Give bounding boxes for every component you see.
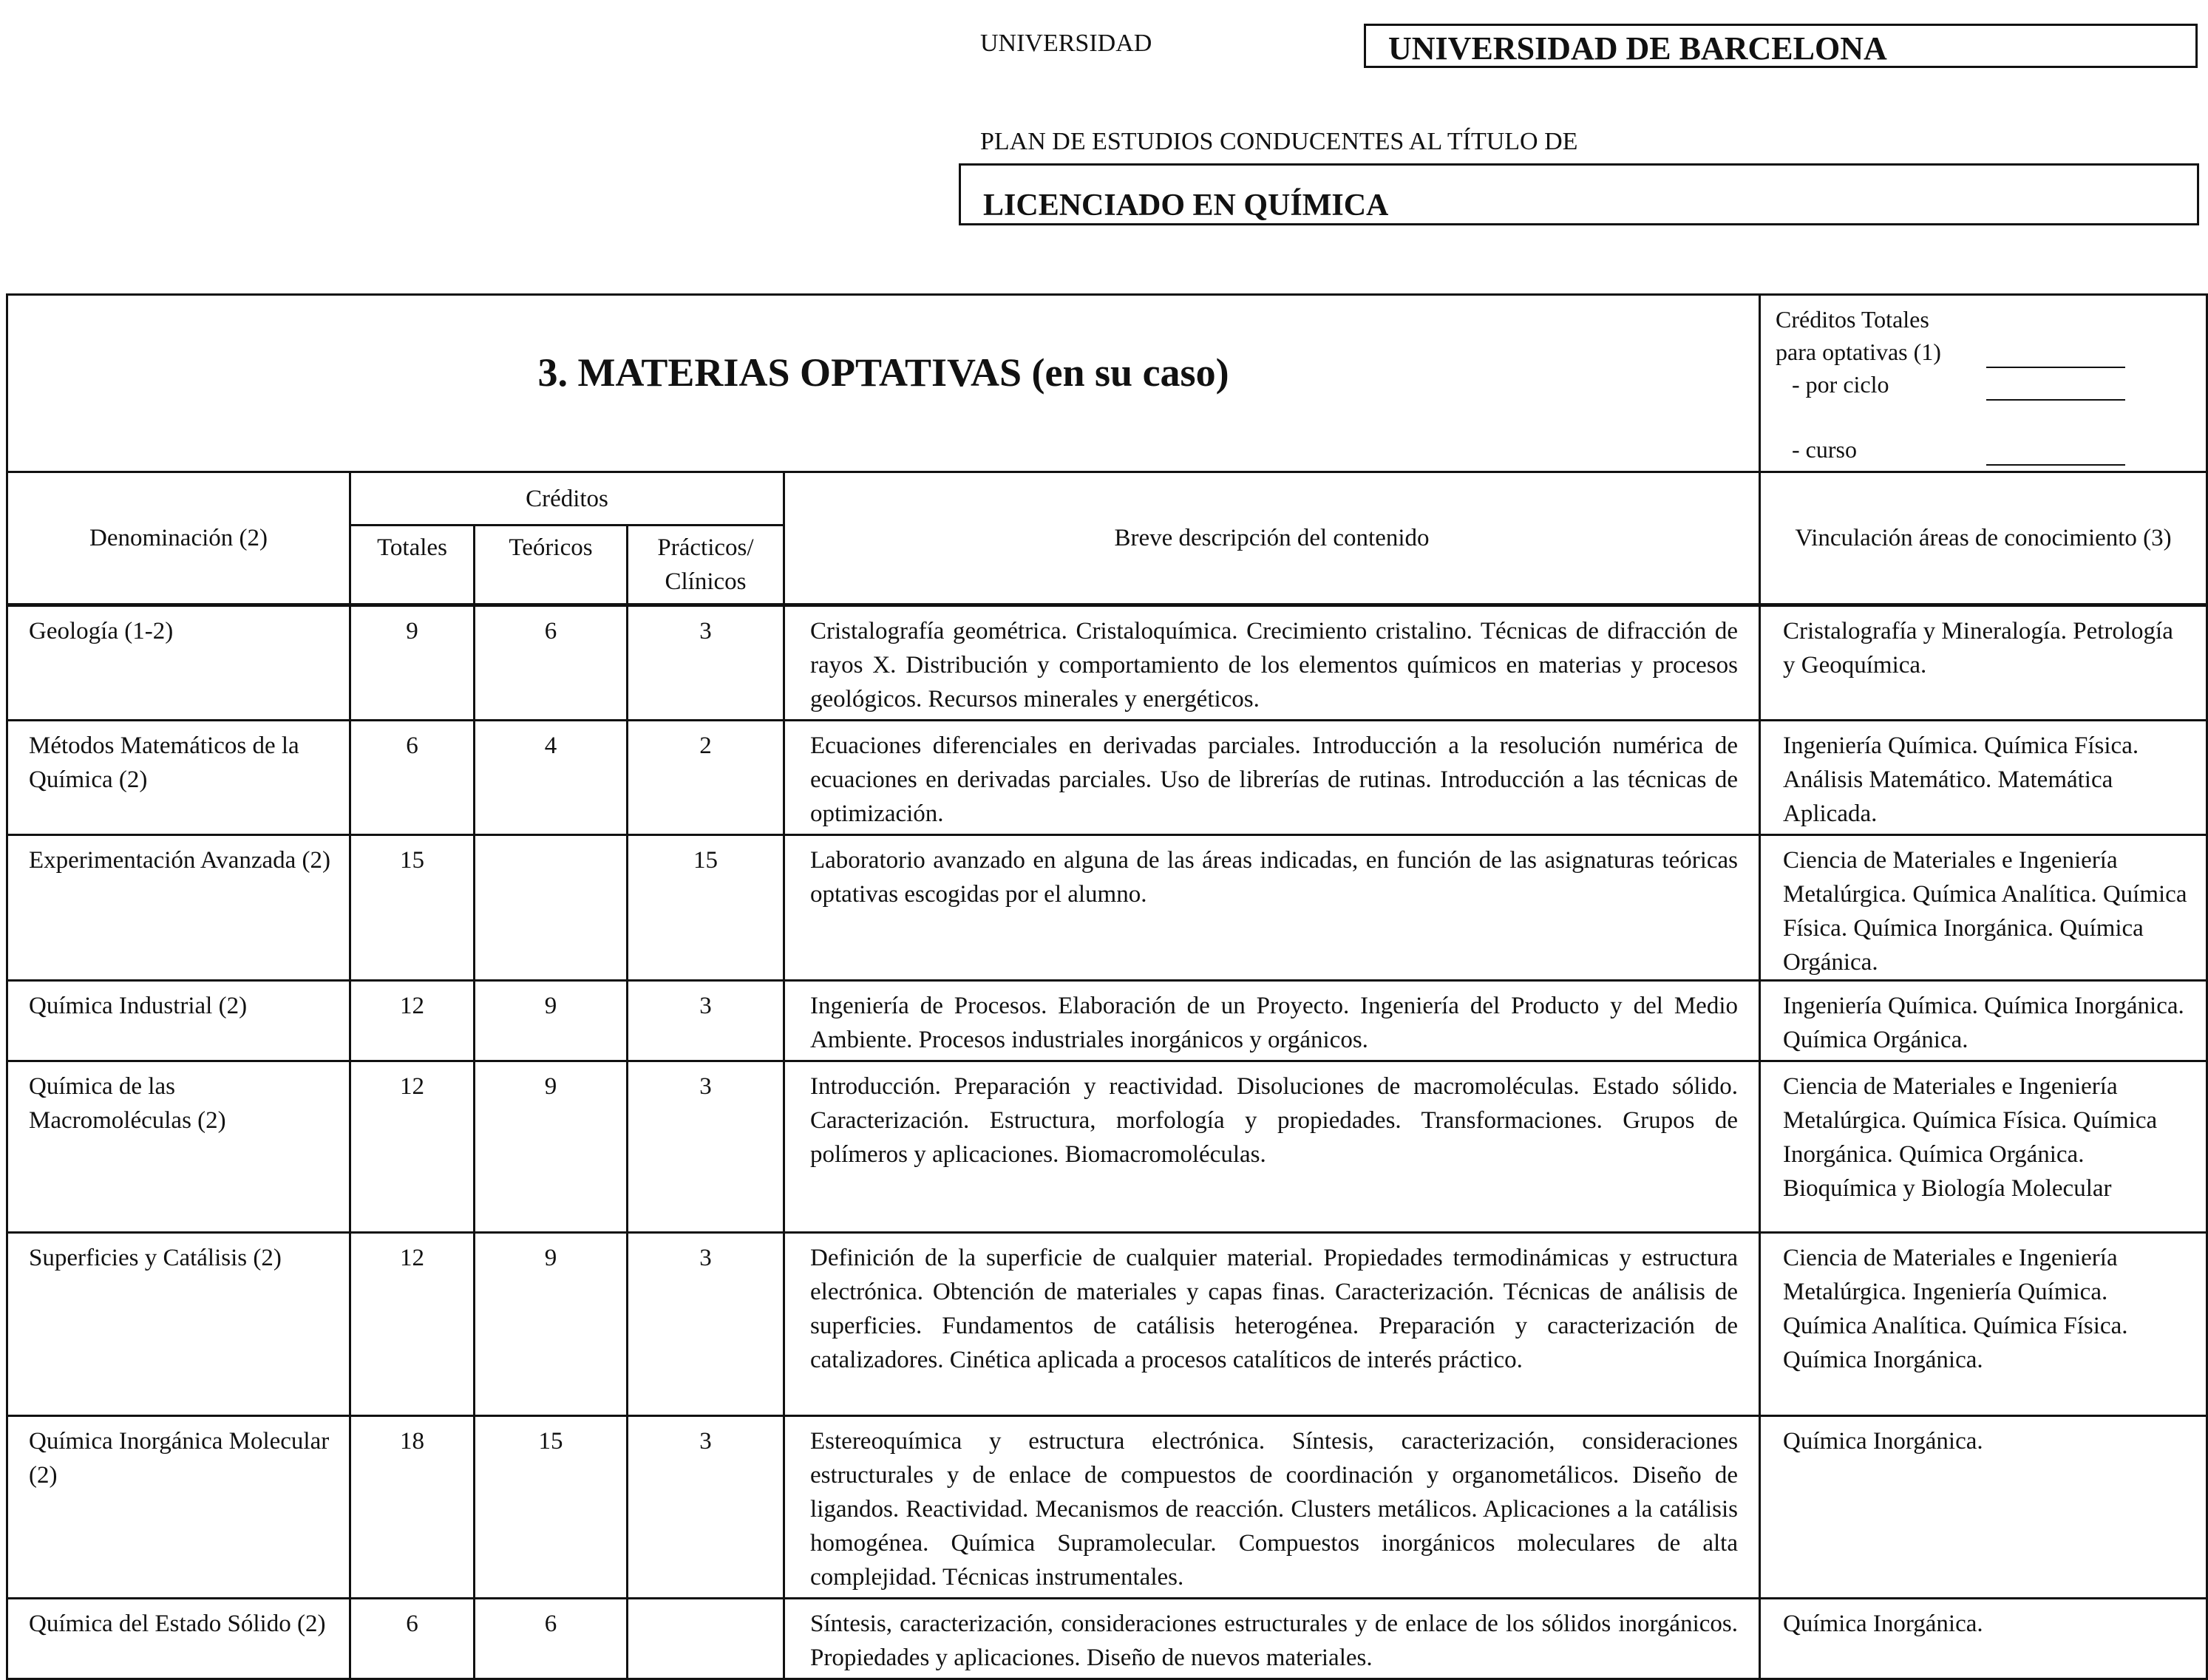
creditos-optativas-label: para optativas (1) — [1776, 339, 1941, 365]
row-descripcion: Ecuaciones diferenciales en derivadas parciales. Introducción a la resolución numérica de ecuaciones en derivadas parciales. Uso de librerías de rutinas. Introducción a las técnicas de optimización. — [784, 721, 1760, 835]
row-denominacion: Geología (1-2) — [7, 605, 350, 721]
creditos-optativas-row — [1776, 336, 2206, 368]
row-practicos: 2 — [628, 721, 784, 835]
curso-label: - curso — [1792, 436, 1857, 463]
col-header-practicos: Prácticos/ Clínicos — [628, 526, 784, 605]
table-row — [7, 1599, 2207, 1679]
row-denominacion: Química Industrial (2) — [7, 981, 350, 1061]
row-denominacion: Experimentación Avanzada (2) — [7, 835, 350, 981]
row-practicos: 3 — [628, 1416, 784, 1599]
row-teoricos: 15 — [475, 1416, 628, 1599]
por-ciclo-row — [1776, 368, 2206, 401]
curso-row — [1776, 433, 2206, 466]
row-practicos: 3 — [628, 1061, 784, 1233]
col-header-vinculacion: Vinculación áreas de conocimiento (3) — [1760, 472, 2207, 605]
row-totales: 9 — [350, 605, 475, 721]
curso-blank — [1986, 464, 2125, 466]
row-practicos: 3 — [628, 605, 784, 721]
creditos-totales-label: Créditos Totales — [1776, 306, 1929, 333]
materias-optativas-table — [6, 293, 2208, 1680]
row-vinculacion: Ciencia de Materiales e Ingeniería Metalúrgica. Química Analítica. Química Física. Química Inorgánica. Química Orgánica. — [1760, 835, 2207, 981]
table-row — [7, 835, 2207, 981]
por-ciclo-label: - por ciclo — [1792, 371, 1889, 398]
row-totales: 12 — [350, 1061, 475, 1233]
row-vinculacion: Química Inorgánica. — [1760, 1416, 2207, 1599]
row-denominacion: Química de las Macromoléculas (2) — [7, 1061, 350, 1233]
row-vinculacion: Cristalografía y Mineralogía. Petrología y Geoquímica. — [1760, 605, 2207, 721]
row-teoricos: 9 — [475, 1233, 628, 1416]
row-practicos: 15 — [628, 835, 784, 981]
col-header-creditos: Créditos — [350, 472, 784, 526]
plan-estudios-label: PLAN DE ESTUDIOS CONDUCENTES AL TÍTULO DE — [980, 128, 1578, 155]
creditos-totales-summary — [1760, 295, 2207, 472]
row-practicos: 3 — [628, 1233, 784, 1416]
table-row — [7, 605, 2207, 721]
row-denominacion: Química del Estado Sólido (2) — [7, 1599, 350, 1679]
titulo-value-box: LICENCIADO EN QUÍMICA — [959, 163, 2199, 225]
row-teoricos: 6 — [475, 605, 628, 721]
table-row — [7, 981, 2207, 1061]
row-totales: 6 — [350, 1599, 475, 1679]
row-vinculacion: Ingeniería Química. Química Inorgánica. Química Orgánica. — [1760, 981, 2207, 1061]
row-descripcion: Laboratorio avanzado en alguna de las áreas indicadas, en función de las asignaturas teóricas optativas escogidas por el alumno. — [784, 835, 1760, 981]
row-practicos — [628, 1599, 784, 1679]
row-vinculacion: Ingeniería Química. Química Física. Análisis Matemático. Matemática Aplicada. — [1760, 721, 2207, 835]
row-denominacion: Superficies y Catálisis (2) — [7, 1233, 350, 1416]
col-header-teoricos: Teóricos — [475, 526, 628, 605]
universidad-value-box: UNIVERSIDAD DE BARCELONA — [1364, 24, 2198, 68]
row-teoricos: 4 — [475, 721, 628, 835]
col-header-totales: Totales — [350, 526, 475, 605]
row-teoricos — [475, 835, 628, 981]
table-row — [7, 1416, 2207, 1599]
row-descripcion: Ingeniería de Procesos. Elaboración de un Proyecto. Ingeniería del Producto y del Medio Ambiente. Procesos industriales inorgánicos y orgánicos. — [784, 981, 1760, 1061]
row-denominacion: Métodos Matemáticos de la Química (2) — [7, 721, 350, 835]
row-totales: 15 — [350, 835, 475, 981]
row-descripcion: Definición de la superficie de cualquier material. Propiedades termodinámicas y estructura electrónica. Obtención de materiales y capas finas. Caracterización. Técnicas de análisis de superficies. Fundamentos de catálisis heterogénea. Preparación y caracterización de catalizadores. Cinética aplicada a procesos catalíticos de interés práctico. — [784, 1233, 1760, 1416]
row-totales: 18 — [350, 1416, 475, 1599]
col-header-descripcion: Breve descripción del contenido — [784, 472, 1760, 605]
row-denominacion: Química Inorgánica Molecular (2) — [7, 1416, 350, 1599]
row-vinculacion: Ciencia de Materiales e Ingeniería Metalúrgica. Ingeniería Química. Química Analítica. Química Física. Química Inorgánica. — [1760, 1233, 2207, 1416]
section-title: 3. MATERIAS OPTATIVAS (en su caso) — [7, 295, 1760, 472]
row-vinculacion: Ciencia de Materiales e Ingeniería Metalúrgica. Química Física. Química Inorgánica. Química Orgánica. Bioquímica y Biología Molecular — [1760, 1061, 2207, 1233]
universidad-label: UNIVERSIDAD — [980, 30, 1152, 57]
row-practicos: 3 — [628, 981, 784, 1061]
por-ciclo-blank — [1986, 399, 2125, 401]
col-header-denominacion: Denominación (2) — [7, 472, 350, 605]
row-teoricos: 9 — [475, 981, 628, 1061]
row-teoricos: 9 — [475, 1061, 628, 1233]
row-descripcion: Síntesis, caracterización, consideraciones estructurales y de enlace de los sólidos inorgánicos. Propiedades y aplicaciones. Diseño de nuevos materiales. — [784, 1599, 1760, 1679]
row-totales: 6 — [350, 721, 475, 835]
row-totales: 12 — [350, 1233, 475, 1416]
row-totales: 12 — [350, 981, 475, 1061]
row-descripcion: Estereoquímica y estructura electrónica. Síntesis, caracterización, consideraciones estructurales y de enlace de compuestos de coordinación y organometálicos. Diseño de ligandos. Reactividad. Mecanismos de reacción. Clusters metálicos. Aplicaciones a la catálisis homogénea. Química Supramolecular. Compuestos inorgánicos moleculares de alta complejidad. Técnicas instrumentales. — [784, 1416, 1760, 1599]
table-row — [7, 721, 2207, 835]
row-descripcion: Cristalografía geométrica. Cristaloquímica. Crecimiento cristalino. Técnicas de difracción de rayos X. Distribución y comportamiento de los elementos químicos en materias y procesos geológicos. Recursos minerales y energéticos. — [784, 605, 1760, 721]
table-row — [7, 1061, 2207, 1233]
row-vinculacion: Química Inorgánica. — [1760, 1599, 2207, 1679]
row-descripcion: Introducción. Preparación y reactividad. Disoluciones de macromoléculas. Estado sólido. Caracterización. Estructura, morfología y propiedades. Transformaciones. Grupos de polímeros y aplicaciones. Biomacromoléculas. — [784, 1061, 1760, 1233]
row-teoricos: 6 — [475, 1599, 628, 1679]
table-row — [7, 1233, 2207, 1416]
